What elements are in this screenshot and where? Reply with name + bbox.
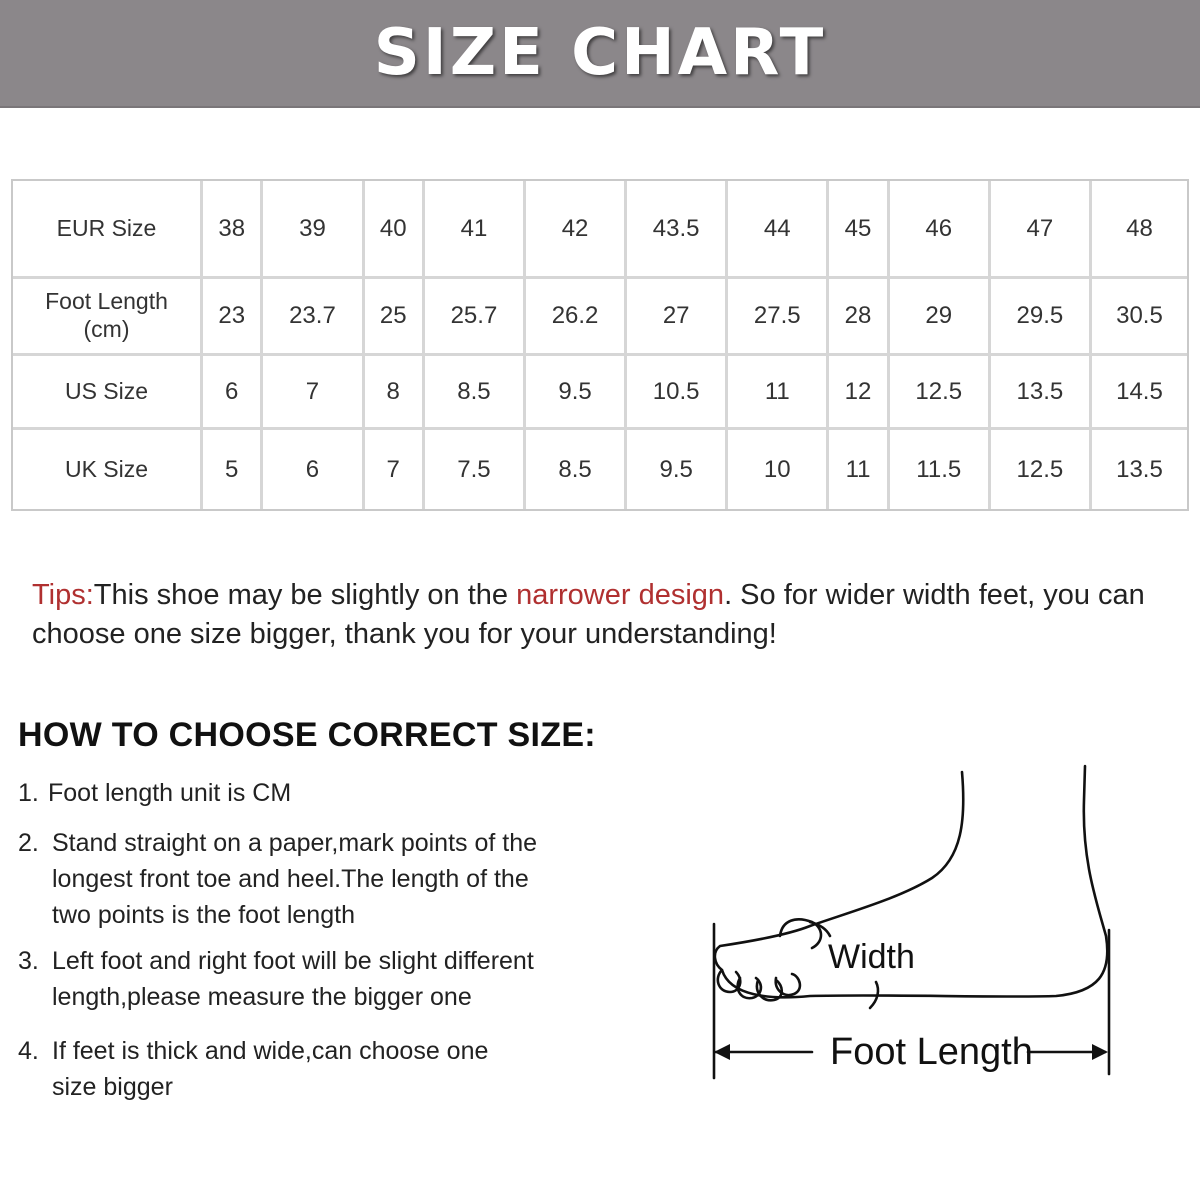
step-number: 4. [18, 1037, 39, 1065]
table-cell: 10.5 [627, 356, 728, 430]
table-cell: 9.5 [526, 356, 627, 430]
howto-steps [18, 775, 618, 1115]
table-cell: 8 [365, 356, 425, 430]
table-cell: 27.5 [728, 279, 829, 356]
table-cell: 38 [203, 181, 263, 279]
list-item [18, 775, 618, 811]
page-title: SIZE CHART [373, 16, 827, 90]
step-text: Foot length unit is CM [48, 779, 292, 807]
table-cell: 39 [263, 181, 364, 279]
foot-length-label: Foot Length [830, 1031, 1033, 1073]
table-cell: 8.5 [425, 356, 526, 430]
step-text: longest front toe and heel.The length of the [52, 865, 529, 893]
table-cell: 30.5 [1092, 279, 1187, 356]
step-text: Stand straight on a paper,mark points of the [52, 829, 538, 857]
table-cell: 47 [991, 181, 1092, 279]
table-cell: 46 [890, 181, 991, 279]
tips-highlight: narrower design [516, 579, 725, 611]
step-number: 3. [18, 947, 39, 975]
list-item [18, 825, 618, 933]
step-text: size bigger [52, 1073, 173, 1101]
table-cell: 25 [365, 279, 425, 356]
arrow-right-icon [1092, 1044, 1108, 1060]
table-cell: 6 [263, 430, 364, 509]
table-cell: 25.7 [425, 279, 526, 356]
table-row-eur [13, 181, 1187, 279]
table-cell: 29 [890, 279, 991, 356]
row-label-line: (cm) [83, 316, 130, 342]
list-item [18, 943, 618, 1015]
arrow-left-icon [714, 1044, 730, 1060]
table-cell: 12 [829, 356, 889, 430]
table-cell: 42 [526, 181, 627, 279]
table-cell: 7 [263, 356, 364, 430]
table-cell: 43.5 [627, 181, 728, 279]
step-number: 1. [18, 779, 39, 807]
step-text: two points is the foot length [52, 901, 355, 929]
table-cell: 8.5 [526, 430, 627, 509]
table-cell: 7.5 [425, 430, 526, 509]
table-cell: 6 [203, 356, 263, 430]
table-row-uk [13, 430, 1187, 509]
table-cell: 14.5 [1092, 356, 1187, 430]
table-cell: 9.5 [627, 430, 728, 509]
howto-heading: HOW TO CHOOSE CORRECT SIZE: [18, 716, 596, 754]
table-cell: 13.5 [991, 356, 1092, 430]
table-cell: 7 [365, 430, 425, 509]
row-label-us: US Size [13, 356, 203, 430]
foot-measurement-diagram [700, 760, 1130, 1090]
row-label-eur: EUR Size [13, 181, 203, 279]
table-row-foot-length [13, 279, 1187, 356]
table-cell: 11 [728, 356, 829, 430]
table-cell: 5 [203, 430, 263, 509]
step-text: length,please measure the bigger one [52, 983, 472, 1011]
list-item [18, 1033, 618, 1105]
table-cell: 40 [365, 181, 425, 279]
table-cell: 44 [728, 181, 829, 279]
size-chart-table [11, 179, 1189, 511]
table-cell: 29.5 [991, 279, 1092, 356]
tips-text: . So for wider width feet, you can choose one size bigger, thank you for your understanding! [32, 579, 1145, 650]
table-cell: 27 [627, 279, 728, 356]
table-cell: 10 [728, 430, 829, 509]
table-cell: 12.5 [890, 356, 991, 430]
table-cell: 23 [203, 279, 263, 356]
table-cell: 26.2 [526, 279, 627, 356]
row-label-line: Foot Length [45, 288, 168, 315]
table-cell: 28 [829, 279, 889, 356]
table-cell: 41 [425, 181, 526, 279]
table-cell: 45 [829, 181, 889, 279]
table-cell: 11.5 [890, 430, 991, 509]
table-cell: 11 [829, 430, 889, 509]
header-banner [0, 0, 1200, 108]
width-label: Width [828, 938, 915, 976]
tips-paragraph [32, 576, 1182, 654]
table-cell: 48 [1092, 181, 1187, 279]
table-cell: 13.5 [1116, 455, 1163, 483]
row-label-foot-length [13, 279, 203, 356]
table-row-us [13, 356, 1187, 430]
row-label-uk: UK Size [13, 430, 203, 509]
step-text: Left foot and right foot will be slight different [52, 947, 534, 975]
step-number: 2. [18, 829, 39, 857]
table-cell: 12.5 [991, 430, 1092, 509]
table-cell: 23.7 [263, 279, 364, 356]
tips-label: Tips: [32, 579, 94, 611]
tips-text: This shoe may be slightly on the [93, 579, 517, 611]
step-text: If feet is thick and wide,can choose one [52, 1037, 489, 1065]
